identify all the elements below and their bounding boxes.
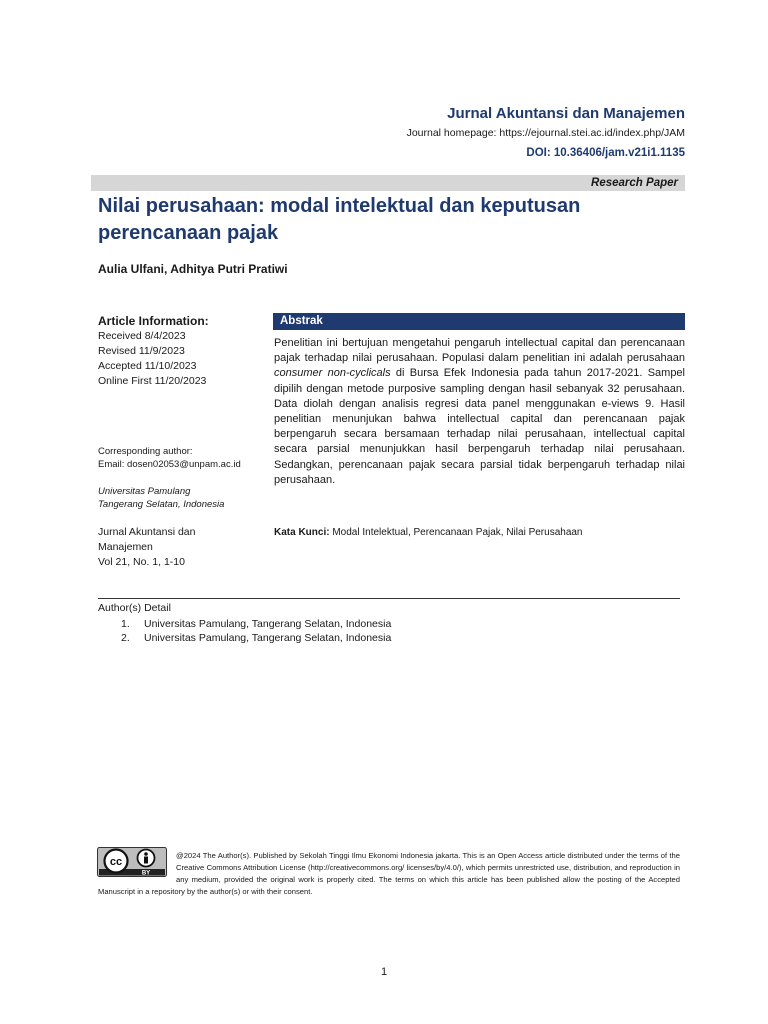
list-item-text: Universitas Pamulang, Tangerang Selatan, Indonesia: [144, 632, 392, 644]
abstract-text-part1: Penelitian ini bertujuan mengetahui pengaruh intellectual capital dan perencanaan pajak terhadap nilai perusahaan. Populasi dalam penelitian ini adalah perusahaan: [274, 337, 685, 365]
corresponding-email[interactable]: Email: dosen02053@unpam.ac.id: [98, 459, 241, 470]
journal-name: Jurnal Akuntansi dan Manajemen: [447, 105, 685, 122]
list-item: [98, 617, 391, 632]
received-date: Received 8/4/2023: [98, 330, 186, 342]
page-number: 1: [380, 966, 388, 978]
affiliation-line2: Tangerang Selatan, Indonesia: [98, 499, 225, 510]
doi-link[interactable]: DOI: 10.36406/jam.v21i1.1135: [526, 147, 685, 159]
author-details-list: [98, 617, 391, 646]
keywords: [274, 526, 685, 539]
affiliation: [98, 485, 268, 511]
journal-ref-line2: Manajemen: [98, 541, 153, 553]
abstract-text-part2: di Bursa Efek Indonesia pada tahun 2017-2021. Sampel dipilih dengan metode purposive sampling dengan hasil sebanyak 32 perusahaan. Data diolah dengan analisis regresi data panel menggunakan e-views 9. Hasil penelitian menunjukan bahwa intellectual capital dan perencanaan pajak berpengaruh secara bersamaan terhadap nilai perusahaan, intellectual capital secara parsial menunjukkan hasil berpengaruh terhadap nilai perusahaan. Sedangkan, perencanaan pajak secara parsial tidak berpengaruh terhadap nilai perusahaan.: [274, 367, 685, 486]
paper-title: Nilai perusahaan: modal intelektual dan keputusan perencanaan pajak: [98, 195, 581, 244]
online-first-date: Online First 11/20/2023: [98, 375, 207, 387]
keywords-label: Kata Kunci:: [274, 527, 330, 538]
paper-authors: Aulia Ulfani, Adhitya Putri Pratiwi: [98, 262, 288, 276]
corresponding-label: Corresponding author:: [98, 446, 193, 457]
abstract-text: [274, 336, 685, 488]
revised-date: Revised 11/9/2023: [98, 345, 185, 357]
list-item: [98, 631, 391, 646]
paper-type-bar: [91, 175, 685, 191]
license-text: [98, 850, 680, 898]
cc-text: cc: [109, 856, 123, 868]
author-details-heading: Author(s) Detail: [98, 602, 171, 614]
section-divider: [98, 598, 680, 599]
corresponding-author: [98, 445, 268, 471]
by-text: BY: [141, 870, 151, 877]
author-details: [98, 601, 391, 646]
journal-header: [407, 105, 685, 160]
article-info-heading: Article Information:: [98, 314, 209, 328]
accepted-date: Accepted 11/10/2023: [98, 360, 197, 372]
journal-reference: [98, 525, 268, 570]
journal-homepage[interactable]: Journal homepage: https://ejournal.stei.ac.id/index.php/JAM: [406, 127, 685, 139]
list-item-text: Universitas Pamulang, Tangerang Selatan, Indonesia: [144, 617, 392, 630]
license-statement: @2024 The Author(s). Published by Sekolah Tinggi Ilmu Ekonomi Indonesia jakarta. This is an Open Access article distributed under the terms of the Creative Commons Attribution License (http://creativecommons.org/ licenses/by/4.0/), which permits unrestricted use, distribution, and reproduction in any medium, provided the original work is properly cited. The terms on which this article has been published allow the posting of the Accepted Manuscript in a repository by the author(s) or with their consent.: [98, 851, 680, 896]
abstract-heading: Abstrak: [280, 315, 323, 327]
abstract-italic-term: consumer non-cyclicals: [274, 367, 391, 380]
journal-ref-line1: Jurnal Akuntansi dan: [98, 526, 196, 538]
keywords-list: Modal Intelektual, Perencanaan Pajak, Nilai Perusahaan: [329, 527, 583, 538]
badge-spacer: [98, 850, 176, 886]
article-information: [98, 313, 268, 570]
list-item-number: 1.: [121, 617, 130, 630]
journal-volume: Vol 21, No. 1, 1-10: [98, 556, 185, 568]
abstract-heading-bar: [273, 313, 685, 330]
paper-type-label: Research Paper: [591, 177, 678, 189]
list-item-number: 2.: [121, 632, 130, 644]
affiliation-line1: Universitas Pamulang: [98, 486, 191, 497]
